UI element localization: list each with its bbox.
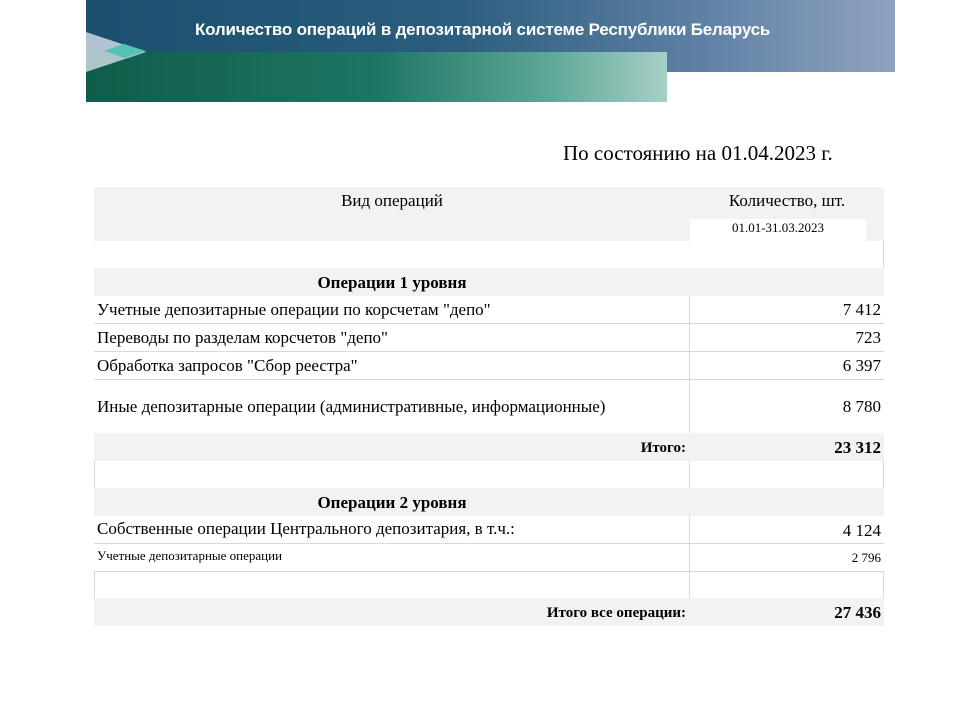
row-value: 6 397	[842, 356, 881, 375]
table-row	[94, 380, 884, 433]
grand-total-value: 27 436	[834, 603, 881, 622]
diamond-left-icon	[104, 44, 124, 58]
level2-heading: Операции 2 уровня	[317, 493, 467, 512]
column-header-operation: Вид операций	[341, 191, 443, 210]
table-row	[94, 516, 884, 544]
level1-total-value: 23 312	[834, 438, 881, 457]
table-row	[94, 544, 884, 572]
table-row	[94, 296, 884, 324]
level1-heading-row	[94, 268, 884, 296]
row-value: 723	[855, 328, 881, 347]
spacer-row	[94, 241, 884, 268]
row-value: 8 780	[842, 397, 881, 416]
grand-total-label: Итого все операции:	[546, 605, 686, 621]
row-value: 4 124	[842, 521, 881, 540]
header-accent-bar	[86, 52, 667, 102]
header-cell-operation	[94, 187, 690, 241]
row-label: Переводы по разделам корсчетов "депо"	[97, 328, 388, 347]
row-label: Собственные операции Центрального депозитария, в т.ч.:	[97, 519, 515, 538]
column-header-count: Количество, шт.	[728, 191, 846, 210]
row-label: Иные депозитарные операции (административные, информационные)	[97, 397, 606, 416]
row-label: Обработка запросов "Сбор реестра"	[97, 356, 358, 375]
level1-total-row	[94, 433, 884, 461]
grand-total-row	[94, 598, 884, 626]
row-value: 2 796	[851, 550, 881, 565]
level1-total-label: Итого:	[640, 440, 686, 456]
page-title: Количество операций в депозитарной системе Республики Беларусь	[195, 20, 771, 39]
row-label: Учетные депозитарные операции	[97, 548, 283, 563]
level2-heading-row	[94, 488, 884, 516]
empty-row	[94, 572, 884, 598]
row-label: Учетные депозитарные операции по корсчетам "депо"	[97, 300, 491, 319]
empty-row	[94, 461, 884, 488]
table-row	[94, 324, 884, 352]
table-header-row	[94, 187, 884, 241]
row-value: 7 412	[842, 300, 881, 319]
table-row	[94, 352, 884, 380]
diamond-right-icon	[124, 44, 146, 58]
level1-heading: Операции 1 уровня	[317, 273, 467, 292]
column-header-period: 01.01-31.03.2023	[690, 219, 866, 241]
as-of-date: По состоянию на 01.04.2023 г.	[563, 141, 833, 165]
header-cell-count	[690, 187, 884, 241]
